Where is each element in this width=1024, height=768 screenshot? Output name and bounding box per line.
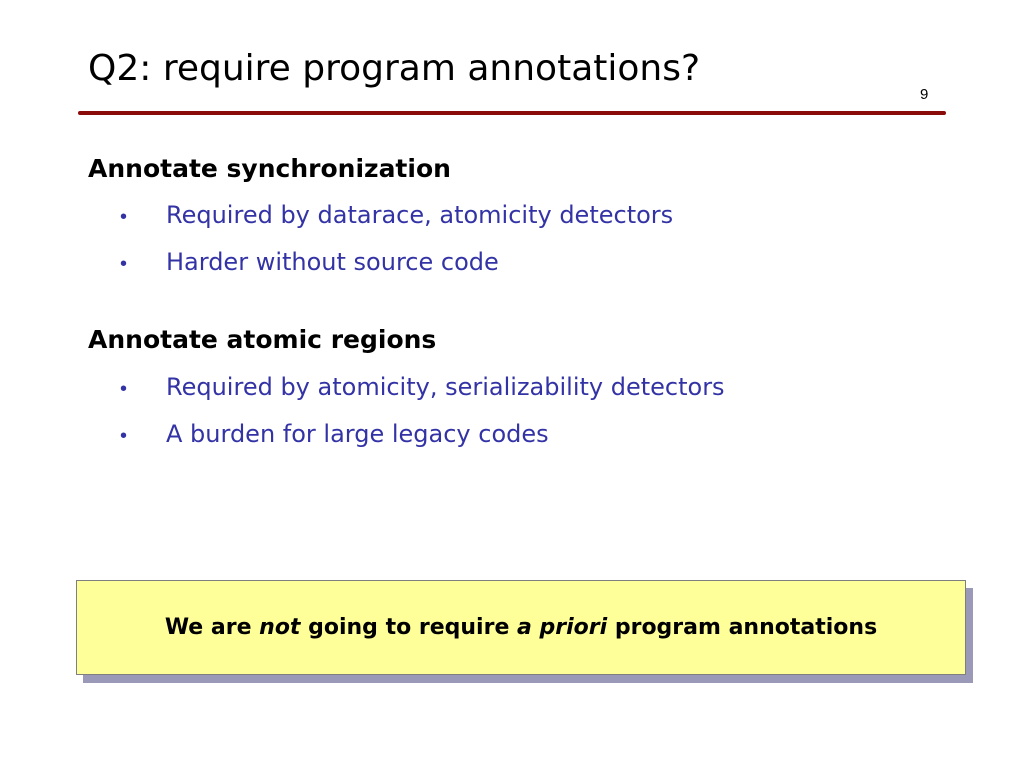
bullet-text: Required by atomicity, serializability detectors	[166, 373, 725, 401]
bullet-item	[120, 373, 725, 401]
bullet-marker: •	[120, 206, 128, 228]
slide-title: Q2: require program annotations?	[88, 48, 701, 89]
bullet-marker: •	[120, 378, 128, 400]
callout-text	[165, 615, 877, 640]
bullet-text: Required by datarace, atomicity detectors	[166, 201, 674, 229]
section-heading-synchronization: Annotate synchronization	[88, 154, 451, 183]
callout-text-part: going to require	[300, 615, 518, 640]
callout-box	[76, 580, 966, 675]
bullet-item	[120, 201, 673, 229]
bullet-text: Harder without source code	[166, 248, 499, 276]
slide-number: 9	[920, 86, 929, 103]
title-divider	[78, 111, 946, 115]
bullet-text: A burden for large legacy codes	[166, 420, 549, 448]
bullet-item	[120, 248, 499, 276]
callout-text-part: program annotations	[607, 615, 878, 640]
bullet-item	[120, 420, 549, 448]
callout-emphasis-a-priori: a priori	[517, 615, 608, 640]
bullet-marker: •	[120, 425, 128, 447]
callout-emphasis-not: not	[259, 615, 301, 640]
section-heading-atomic-regions: Annotate atomic regions	[88, 325, 437, 354]
bullet-marker: •	[120, 253, 128, 275]
callout-text-part: We are	[164, 615, 260, 640]
